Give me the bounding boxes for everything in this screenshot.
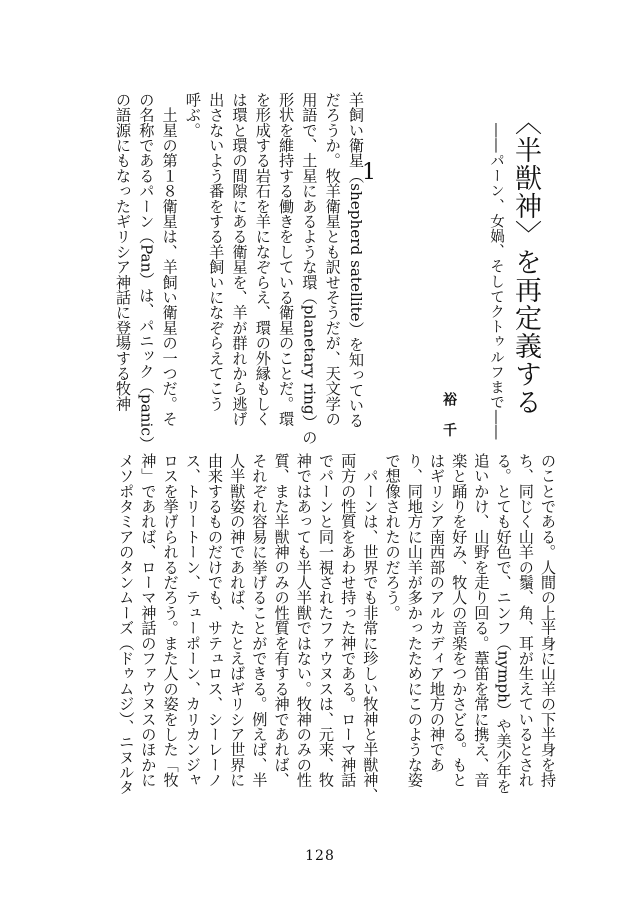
text-line: の語源にもなったギリシア神話に登場する牧神 bbox=[114, 92, 132, 412]
page-number: 128 bbox=[305, 848, 335, 864]
text-line: のことである。人間の上半身に山羊の下半身を持 bbox=[539, 453, 557, 788]
text-line: 出さないよう番をする羊飼いになぞらえてこう bbox=[207, 92, 226, 412]
text-line: 神ではあっても半人半獣ではない。牧神のみの性 bbox=[294, 453, 313, 788]
text-line: 追いかけ、山野を走り回る。葦笛を常に携え、音 bbox=[472, 453, 491, 788]
text-line: はギリシア南西部のアルカディア地方の神であ bbox=[428, 453, 446, 773]
text-line: 用語で、土星にあるような環（planetary ring）の bbox=[300, 92, 319, 446]
text-line: だろうか。牧羊衛星とも訳せそうだが、天文学の bbox=[323, 92, 342, 427]
text-line: 羊飼い衛星（shepherd satellite）を知っている bbox=[347, 92, 365, 429]
article-subtitle: ――パーン、女媧、そしてクトゥルフまで―― bbox=[488, 123, 504, 441]
text-line: る。とても好色で、ニンフ（nymph）や美少年を bbox=[494, 453, 513, 795]
text-line: 由来するものだけでも、サテュロス、シーレーノ bbox=[206, 453, 224, 788]
text-line: それぞれ容易に挙げることができる。例えば、半 bbox=[250, 453, 269, 788]
text-line: でパーンと同一視されたファウヌスは、元来、牧 bbox=[317, 453, 335, 788]
text-line: 質、また半獣神のみの性質を有する神であれば、 bbox=[272, 453, 291, 788]
section-number: 1 bbox=[362, 160, 376, 185]
text-line: り、同地方に山羊が多かったためにこのような姿 bbox=[405, 453, 424, 788]
text-line: で想像されたのだろう。 bbox=[383, 453, 402, 621]
text-line: 人半獣姿の神であれば、たとえばギリシア世界に bbox=[228, 453, 247, 788]
text-line: 神」であれば、ローマ神話のファウヌスのほかに bbox=[139, 453, 158, 788]
text-line: を形成する岩石を羊になぞらえ、環の外縁もしく bbox=[253, 92, 272, 427]
text-line: 楽と踊りを好み、牧人の音楽をつかさどる。もと bbox=[450, 453, 469, 788]
text-line: は環と環の間隙にある衛星を、羊が群れから逃げ bbox=[230, 92, 249, 427]
text-line: 形状を維持する働きをしている衛星のことだ。環 bbox=[277, 92, 296, 427]
text-line: メソポタミアのタンムーズ（ドゥムジ）、ニヌルタ bbox=[117, 453, 136, 795]
text-line: ロスを挙げられるだろう。また人の姿をした「牧 bbox=[161, 453, 180, 788]
author-name: 裕 千 bbox=[441, 392, 457, 443]
text-line: 土星の第１８衛星は、羊飼い衛星の一つだ。そ bbox=[160, 92, 179, 427]
text-line: 両方の性質をあわせ持った神である。ローマ神話 bbox=[339, 453, 358, 788]
article-title: 〈半獣神〉を再定義する bbox=[510, 108, 541, 416]
text-line: ち、同じく山羊の鬚、角、耳が生えているとされ bbox=[516, 453, 535, 788]
text-line: ス、トリートーン、テューポーン、カリカンジャ bbox=[183, 453, 202, 788]
text-line: の名称であるパーン（Pan）は、パニック（panic） bbox=[137, 92, 156, 452]
text-line: パーンは、世界でも非常に珍しい牧神と半獣神、 bbox=[361, 453, 380, 803]
text-line: 呼ぶ。 bbox=[183, 92, 202, 138]
